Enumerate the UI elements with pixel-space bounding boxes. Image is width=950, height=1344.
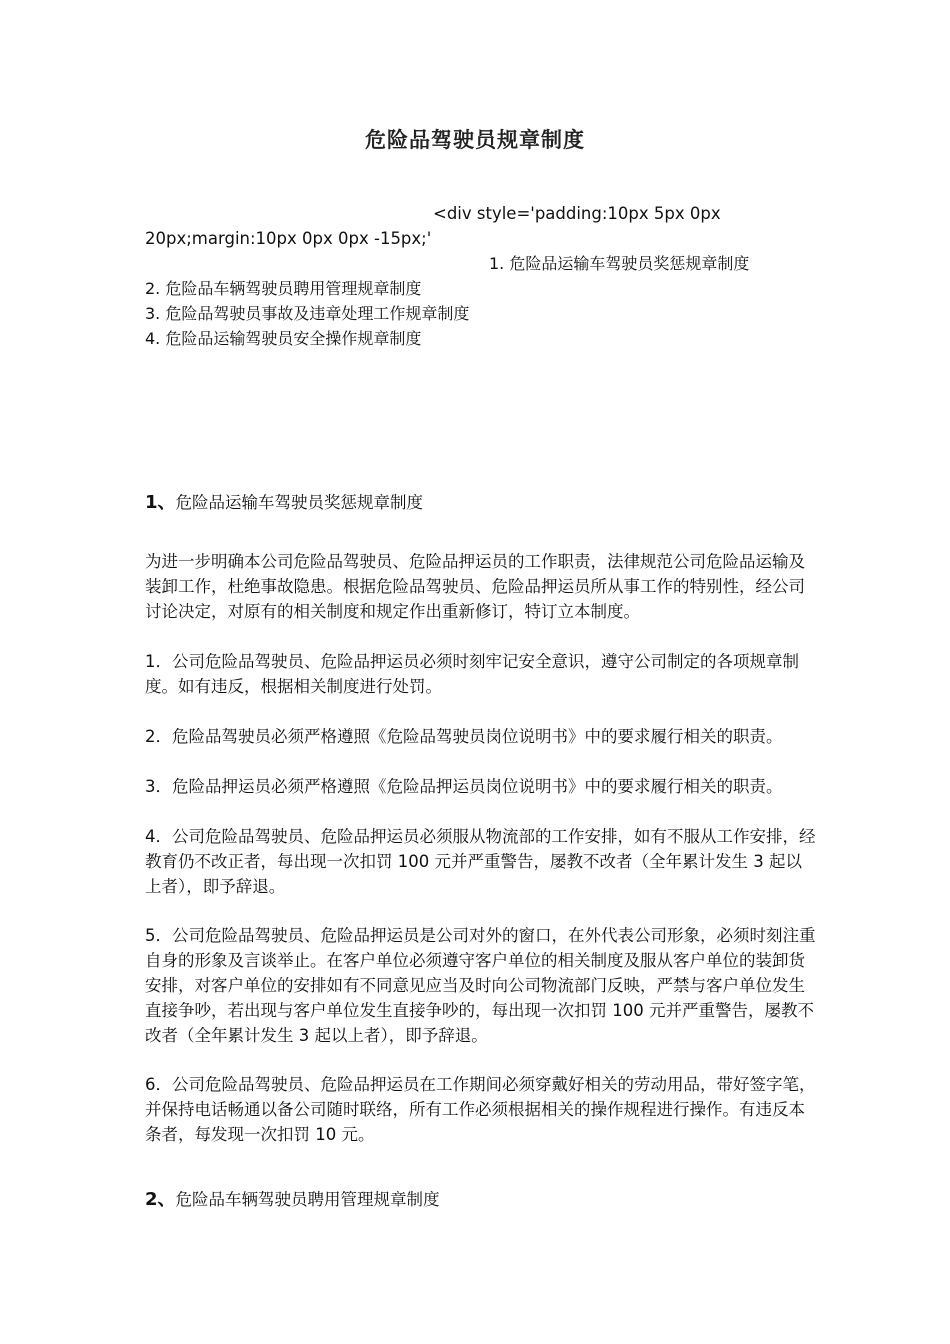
rule-paragraph-5: 5．公司危险品驾驶员、危险品押运员是公司对外的窗口，在外代表公司形象，必须时刻注重自身的形象及言谈举止。在客户单位必须遵守客户单位的相关制度及服从客户单位的装卸货安排，对客户单位的安排如有不同意见应当及时向公司物流部门反映，严禁与客户单位发生直接争吵，若出现与客户单位发生直接争吵的，每出现一次扣罚 100 元并严重警告，屡教不改者（全年累计发生 3 起以上者），即予辞退。 — [145, 926, 816, 1045]
section-1-number: 1、 — [145, 492, 176, 513]
intro-paragraph: 为进一步明确本公司危险品驾驶员、危险品押运员的工作职责，法律规范公司危险品运输及装卸工作，杜绝事故隐患。根据危险品驾驶员、危险品押运员所从事工作的特别性，经公司讨论决定，对原有的相关制度和规定作出重新修订，特订立本制度。 — [145, 552, 805, 621]
section-1-title: 危险品运输车驾驶员奖惩规章制度 — [175, 493, 424, 512]
rule-paragraph-6: 6．公司危险品驾驶员、危险品押运员在工作期间必须穿戴好相关的劳动用品，带好签字笔，并保持电话畅通以备公司随时联络，所有工作必须根据相关的操作规程进行操作。有违反本条者，每发现一次扣罚 10 元。 — [145, 1075, 816, 1144]
rule-paragraph-3: 3．危险品押运员必须严格遵照《危险品押运员岗位说明书》中的要求履行相关的职责。 — [145, 777, 783, 796]
toc-item-2[interactable]: 2. 危险品车辆驾驶员聘用管理规章制度 — [145, 279, 422, 298]
section-2-title: 危险品车辆驾驶员聘用管理规章制度 — [175, 1190, 440, 1209]
toc-item-1[interactable]: 1. 危险品运输车驾驶员奖惩规章制度 — [489, 254, 750, 273]
rule-paragraph-2: 2．危险品驾驶员必须严格遵照《危险品驾驶员岗位说明书》中的要求履行相关的职责。 — [145, 727, 783, 746]
toc-item-3[interactable]: 3. 危险品驾驶员事故及违章处理工作规章制度 — [145, 304, 470, 323]
section-1-heading — [145, 488, 423, 514]
rule-paragraph-1: 1．公司危险品驾驶员、危险品押运员必须时刻牢记安全意识，遵守公司制定的各项规章制度。如有违反，根据相关制度进行处罚。 — [145, 652, 799, 696]
page-title: 危险品驾驶员规章制度 — [365, 127, 585, 152]
rule-paragraph-4: 4．公司危险品驾驶员、危险品押运员必须服从物流部的工作安排，如有不服从工作安排，经教育仍不改正者，每出现一次扣罚 100 元并严重警告，屡教不改者（全年累计发生 3 起以上者），即予辞退。 — [145, 827, 816, 896]
section-2-heading — [145, 1185, 440, 1211]
raw-markup-line-1: <div style='padding:10px 5px 0px — [433, 204, 721, 223]
section-2-number: 2、 — [145, 1189, 176, 1210]
toc-item-4[interactable]: 4. 危险品运输驾驶员安全操作规章制度 — [145, 329, 422, 348]
raw-markup-line-2: 20px;margin:10px 0px 0px -15px;' — [145, 229, 432, 248]
